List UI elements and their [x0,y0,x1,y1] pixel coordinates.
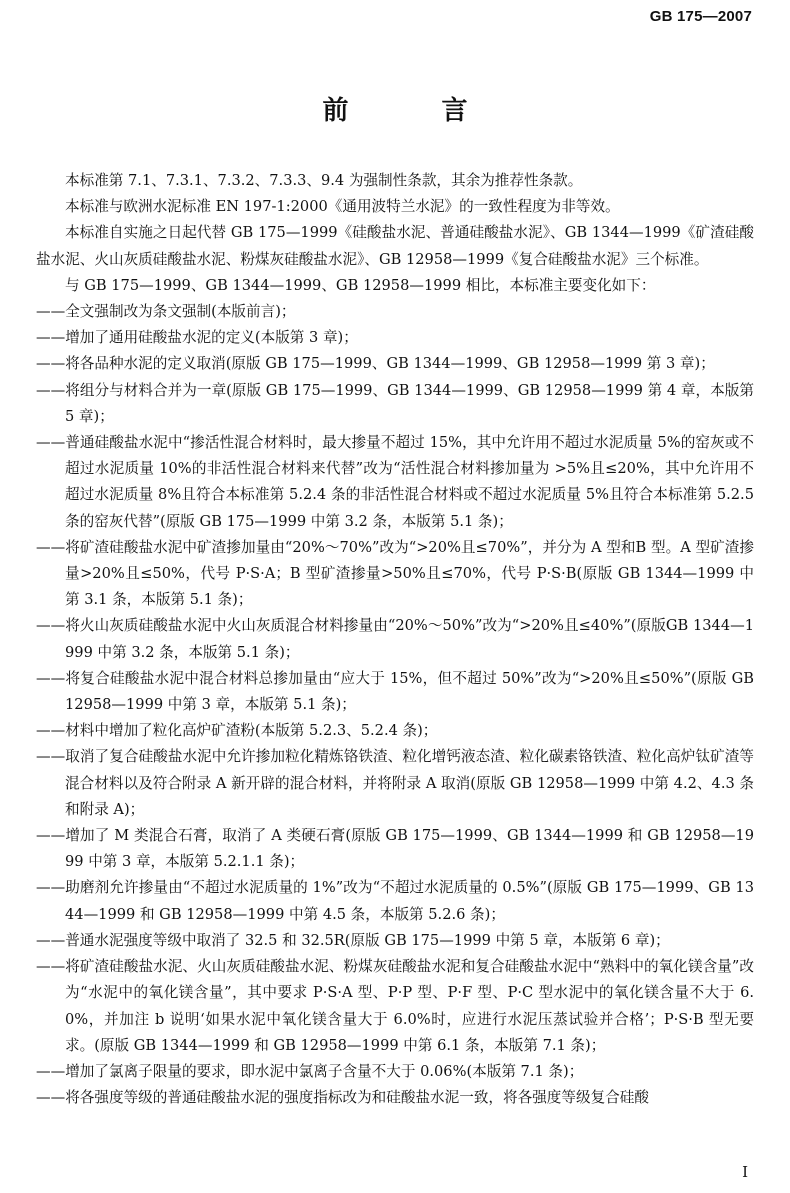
change-item: ——增加了通用硅酸盐水泥的定义(本版第 3 章)； [36,329,358,347]
page-number: I [742,1163,748,1181]
change-item: ——将各品种水泥的定义取消(原版 GB 175—1999、GB 1344—1999、GB 12958—1999 第 3 章)； [36,355,715,373]
change-item: ——全文强制改为条文强制(本版前言)； [36,303,296,321]
change-item: ——将火山灰质硅酸盐水泥中火山灰质混合材料掺量由“20%～50%”改为“>20%且≤40%”(原版GB 1344—1999 中第 3.2 条，本版第 5.1 条)； [36,617,754,661]
paragraph-changes-intro: 与 GB 175—1999、GB 1344—1999、GB 12958—1999 相比，本标准主要变化如下： [65,276,656,294]
change-item: ——材料中增加了粒化高炉矿渣粉(本版第 5.2.3、5.2.4 条)； [36,722,438,740]
change-item: ——普通硅酸盐水泥中“掺活性混合材料时，最大掺量不超过 15%，其中允许用不超过水泥质量 5%的窑灰或不超过水泥质量 10%的非活性混合材料来代替”改为“活性混合材料掺加量为 >5%且≤20%，其中允许用不超过水泥质量 8%且符合本标准第 5.2.4 条的非活性混合材料或不超过水泥质量 5%且符合本标准第 5.2.5 条的窑灰代替”(原版 GB 175—1999 中第 3.2 条，本版第 5.1 条)； [36,434,754,530]
preface-body [36,168,754,1111]
paragraph-replacement: 本标准自实施之日起代替 GB 175—1999《硅酸盐水泥、普通硅酸盐水泥》、GB 1344—1999《矿渣硅酸盐水泥、火山灰质硅酸盐水泥、粉煤灰硅酸盐水泥》、GB 12958—1999《复合硅酸盐水泥》三个标准。 [36,224,754,268]
change-item: ——将复合硅酸盐水泥中混合材料总掺加量由“应大于 15%，但不超过 50%”改为“>20%且≤50%”(原版 GB 12958—1999 中第 3 章，本版第 5.1 条)； [36,669,754,714]
paragraph-consistency: 本标准与欧洲水泥标准 EN 197-1:2000《通用波特兰水泥》的一致性程度为非等效。 [65,198,620,216]
standard-code: GB 175—2007 [649,8,752,25]
change-item: ——将组分与材料合并为一章(原版 GB 175—1999、GB 1344—1999、GB 12958—1999 第 4 章，本版第 5 章)； [36,381,754,425]
paragraph-mandatory-clauses: 本标准第 7.1、7.3.1、7.3.2、7.3.3、9.4 为强制性条款，其余为推荐性条款。 [65,172,583,189]
change-item: ——增加了 M 类混合石膏，取消了 A 类硬石膏(原版 GB 175—1999、GB 1344—1999 和 GB 12958—1999 中第 3 章，本版第 5.2.1.1 条)； [36,827,754,871]
change-item: ——将矿渣硅酸盐水泥、火山灰质硅酸盐水泥、粉煤灰硅酸盐水泥和复合硅酸盐水泥中“熟料中的氧化镁含量”改为“水泥中的氧化镁含量”，其中要求 P·S·A 型、P·P 型、P·F 型、P·C 型水泥中的氧化镁含量不大于 6.0%，并加注 b 说明‘如果水泥中氧化镁含量大于 6.0%时，应进行水泥压蒸试验并合格’；P·S·B 型无要求。(原版 GB 1344—1999 和 GB 12958—1999 中第 6.1 条，本版第 7.1 条)； [36,958,754,1054]
change-item: ——取消了复合硅酸盐水泥中允许掺加粒化精炼铬铁渣、粒化增钙液态渣、粒化碳素铬铁渣、粒化高炉钛矿渣等混合材料以及符合附录 A 新开辟的混合材料，并将附录 A 取消(原版 GB 12958—1999 中第 4.2、4.3 条和附录 A)； [36,748,754,818]
change-item: ——助磨剂允许掺量由“不超过水泥质量的 1%”改为“不超过水泥质量的 0.5%”(原版 GB 175—1999、GB 1344—1999 和 GB 12958—1999 中第 4.5 条，本版第 5.2.6 条)； [36,879,754,923]
change-item: ——将矿渣硅酸盐水泥中矿渣掺加量由“20%～70%”改为“>20%且≤70%”，并分为 A 型和B 型。A 型矿渣掺量>20%且≤50%，代号 P·S·A；B 型矿渣掺量>50%且≤70%，代号 P·S·B(原版 GB 1344—1999 中第 3.1 条，本版第 5.1 条)； [36,538,754,609]
page-title: 前 言 [322,96,510,126]
change-item: ——增加了氯离子限量的要求，即水泥中氯离子含量不大于 0.06%(本版第 7.1 条)； [36,1062,584,1080]
change-item: ——普通水泥强度等级中取消了 32.5 和 32.5R(原版 GB 175—1999 中第 5 章，本版第 6 章)； [36,931,670,949]
change-item: ——将各强度等级的普通硅酸盐水泥的强度指标改为和硅酸盐水泥一致，将各强度等级复合硅酸 [36,1089,649,1107]
